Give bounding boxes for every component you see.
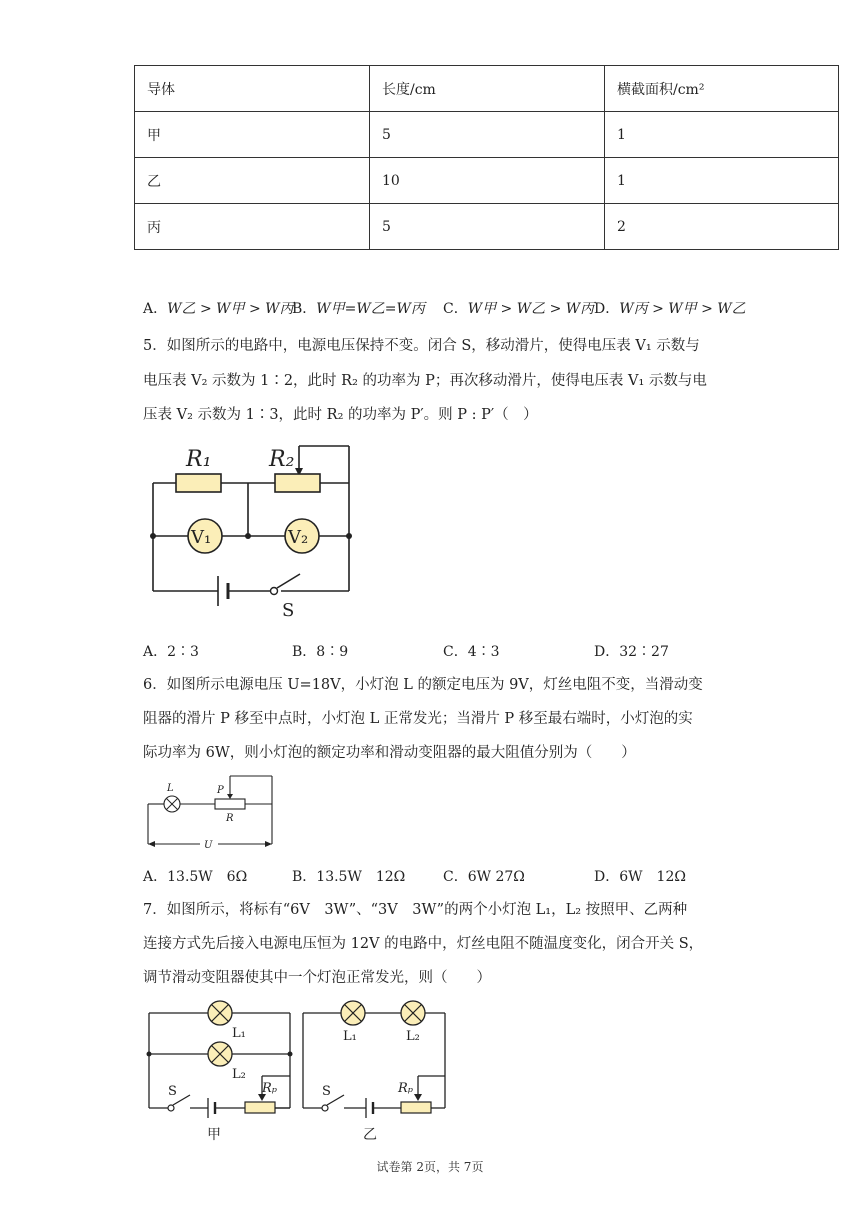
option-label: B． (292, 644, 317, 660)
option-label: A． (143, 869, 168, 885)
table-cell: 5 (370, 204, 605, 250)
rheostat-rp (401, 1102, 431, 1113)
slider-arrow-icon (414, 1094, 422, 1101)
q6-option-b[interactable] (292, 866, 405, 886)
table-cell: 丙 (135, 204, 370, 250)
option-label: D． (594, 869, 620, 885)
option-text: 2∶3 (167, 644, 199, 660)
q5-circuit-diagram (140, 436, 370, 622)
q5-option-a[interactable] (143, 641, 199, 661)
q4-option-a[interactable] (143, 298, 294, 318)
label-l2: L₂ (406, 1029, 420, 1044)
option-text: 4∶3 (467, 644, 500, 660)
option-text: 13.5W 12Ω (316, 869, 406, 885)
table-header-cell: 长度/cm (370, 66, 605, 112)
q5-text-line: 压表 V₂ 示数为 1∶3，此时 R₂ 的功率为 P′。则 P : P′（ ） (143, 407, 538, 423)
label-l2: L₂ (232, 1067, 246, 1082)
junction-dot (147, 1052, 152, 1057)
q6-text-line: 阻器的滑片 P 移至中点时，小灯泡 L 正常发光；当滑片 P 移至最右端时，小灯泡的实 (143, 711, 693, 727)
q7-text-line: 连接方式先后接入电源电压恒为 12V 的电路中，灯丝电阻不随温度变化，闭合开关 S， (143, 936, 704, 952)
table-header-cell: 导体 (135, 66, 370, 112)
table-cell: 5 (370, 112, 605, 158)
q6-option-d[interactable] (594, 866, 686, 886)
label-r: R (226, 813, 234, 824)
q5-option-d[interactable] (594, 641, 669, 661)
table-cell: 10 (370, 158, 605, 204)
q6-option-a[interactable] (143, 866, 247, 886)
label-s: S (322, 1084, 331, 1099)
caption-jia: 甲 (207, 1127, 221, 1143)
lamp-l1-icon (341, 1001, 365, 1025)
q7-text-line: 调节滑动变阻器使其中一个灯泡正常发光，则（ ） (143, 970, 491, 986)
option-label: B． (292, 869, 317, 885)
junction-dot (245, 533, 251, 539)
table-cell: 乙 (135, 158, 370, 204)
rheostat-r (215, 799, 245, 809)
junction-dot (150, 533, 156, 539)
q6-text-line: 际功率为 6W，则小灯泡的额定功率和滑动变阻器的最大阻值分别为（ ） (143, 745, 636, 761)
label-l1: L₁ (232, 1026, 246, 1041)
option-text: 8∶9 (316, 644, 349, 660)
label-v2: V₂ (288, 527, 309, 548)
q7-text-line: 7．如图所示，将标有“6V 3W”、“3V 3W”的两个小灯泡 L₁，L₂ 按照甲、乙两种 (143, 902, 688, 918)
option-text: 13.5W 6Ω (167, 869, 248, 885)
q7-circuit-yi (298, 996, 458, 1146)
page-footer: 试卷第 2页，共 7页 (376, 1160, 484, 1174)
option-label: B． (292, 301, 317, 317)
table-header-cell: 横截面积/cm² (605, 66, 839, 112)
table-row (135, 158, 839, 204)
label-r1: R₁ (186, 447, 212, 472)
table-cell: 甲 (135, 112, 370, 158)
label-r2: R₂ (269, 447, 295, 472)
q4-option-c[interactable] (443, 298, 594, 318)
q6-text-line: 6．如图所示电源电压 U=18V，小灯泡 L 的额定电压为 9V，灯丝电阻不变，当滑动变 (143, 677, 703, 693)
table-cell: 1 (605, 112, 839, 158)
table-cell: 1 (605, 158, 839, 204)
junction-dot (346, 533, 352, 539)
q6-circuit-diagram (140, 774, 280, 850)
table-row (135, 112, 839, 158)
resistor-r2 (275, 474, 320, 492)
label-s: S (282, 600, 295, 621)
option-label: C． (443, 301, 468, 317)
table-cell: 2 (605, 204, 839, 250)
resistor-r1 (176, 474, 221, 492)
option-label: A． (143, 644, 168, 660)
option-label: A． (143, 301, 168, 317)
lamp-l2-icon (401, 1001, 425, 1025)
option-label: C． (443, 869, 468, 885)
arrow-left-icon (148, 841, 155, 847)
option-label: C． (443, 644, 468, 660)
label-v1: V₁ (191, 527, 212, 548)
label-l: L (167, 783, 174, 794)
q4-option-b[interactable] (292, 298, 425, 318)
label-u: U (204, 840, 213, 850)
label-l1: L₁ (343, 1029, 357, 1044)
caption-yi: 乙 (363, 1127, 377, 1143)
switch-icon (322, 1105, 328, 1111)
option-label: D． (594, 644, 620, 660)
option-text: 6W 12Ω (619, 869, 686, 885)
option-label: D． (594, 301, 620, 317)
label-s: S (168, 1084, 177, 1099)
option-text: W甲 > W乙 > W丙 (467, 301, 595, 317)
junction-dot (288, 1052, 293, 1057)
rheostat-rp (245, 1102, 275, 1113)
label-rp: Rₚ (262, 1081, 277, 1096)
option-text: W甲=W乙=W丙 (316, 301, 425, 317)
q5-option-b[interactable] (292, 641, 348, 661)
lamp-l2-icon (208, 1042, 232, 1066)
table-row (135, 204, 839, 250)
switch-icon (168, 1105, 174, 1111)
option-text: 32∶27 (619, 644, 669, 660)
conductor-table (134, 65, 839, 250)
q6-option-c[interactable] (443, 866, 525, 886)
option-text: 6W 27Ω (467, 869, 525, 885)
table-header-row (135, 66, 839, 112)
q7-circuit-jia (140, 996, 300, 1146)
q5-text-line: 5．如图所示的电路中，电源电压保持不变。闭合 S，移动滑片，使得电压表 V₁ 示数与 (143, 338, 700, 354)
q5-option-c[interactable] (443, 641, 500, 661)
option-text: W丙 > W甲 > W乙 (619, 301, 746, 317)
switch-icon (271, 588, 278, 595)
q4-option-d[interactable] (594, 298, 746, 318)
label-rp: Rₚ (398, 1081, 413, 1096)
option-text: W乙 > W甲 > W丙 (167, 301, 294, 317)
q5-text-line: 电压表 V₂ 示数为 1∶2，此时 R₂ 的功率为 P；再次移动滑片，使得电压表 V₁ 示数与电 (143, 373, 707, 389)
arrow-right-icon (265, 841, 272, 847)
lamp-l1-icon (208, 1001, 232, 1025)
label-p: P (217, 785, 224, 796)
slider-arrow-icon (227, 794, 233, 799)
